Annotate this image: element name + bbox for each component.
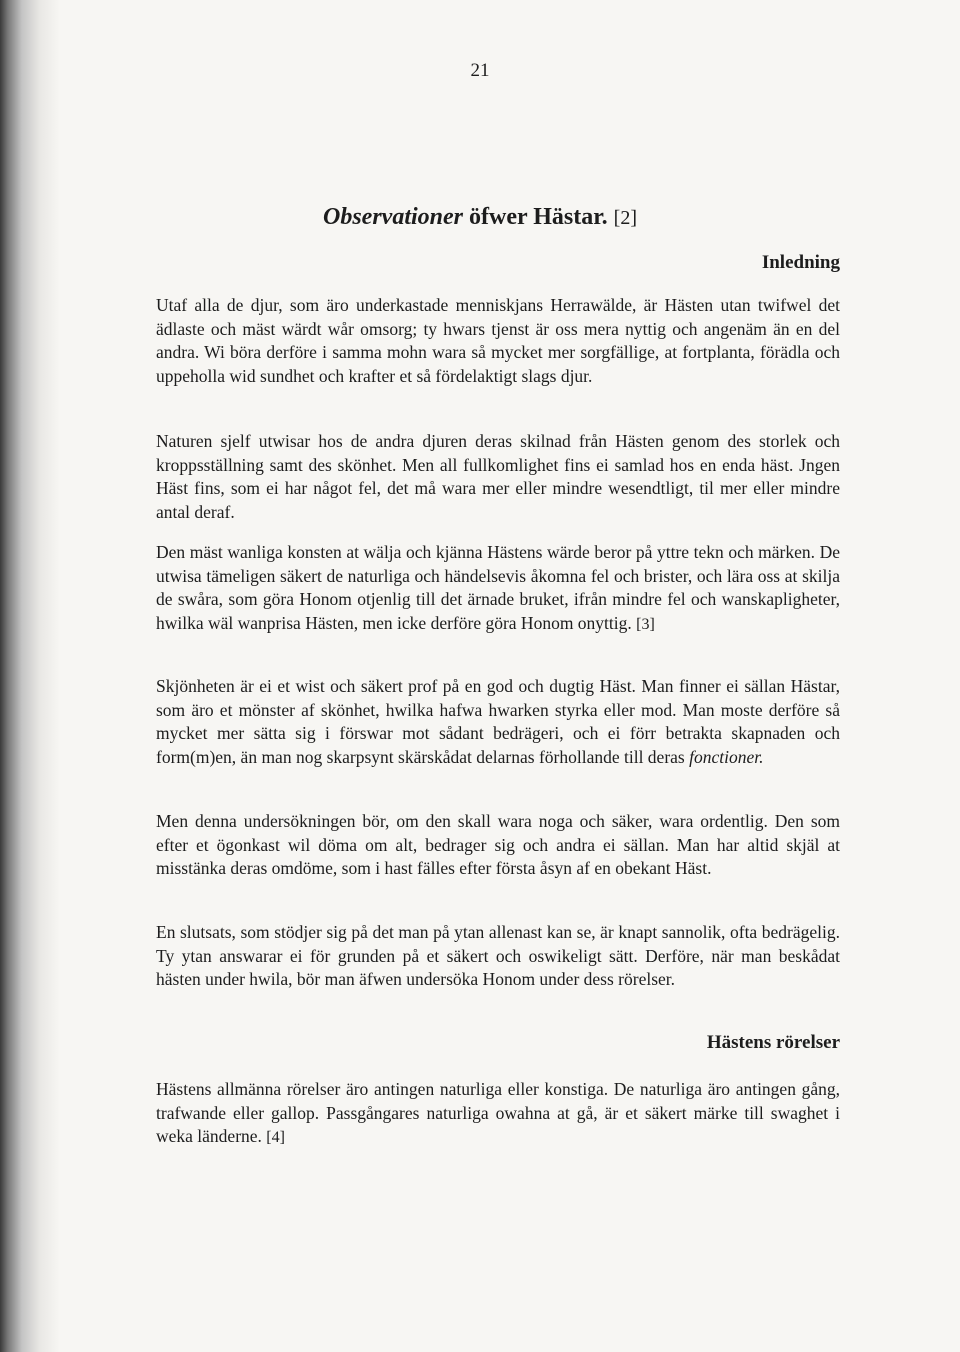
title-note: [2] [613,207,637,229]
heading-rorelser: Hästens rörelser [706,1032,840,1053]
paragraph-7-text: Hästens allmänna rörelser äro antingen naturliga eller konstiga. De naturliga äro antingen gång, trafwande eller gallop. Passgångares naturliga owahna at gå, är et säkert märke till swaghet i weka länderne. [156,1079,840,1146]
paragraph-6: En slutsats, som stödjer sig på det man på ytan allenast kan se, är knapt sannolik, ofta bedrägelig. Ty ytan answarar ei för grunden på et säkert och oswikeligt sätt. Derföre, när man beskådat hästen under hwila, bör man äfwen undersöka Honom under dess rörelser. [156,922,840,989]
paragraph-2: Naturen sjelf utwisar hos de andra djuren deras skilnad från Hästen genom des storlek och kroppsställning samt des skönhet. Men all fullkomlighet fins ei samlad hos en enda häst. Jngen Häst fins, som ei har något fel, det må wara mer eller mindre wesendtligt, til mer eller mindre antal deraf. [156,431,840,522]
paragraph-3-text: Den mäst wanliga konsten at wälja och kjänna Hästens wärde beror på yttre tekn och märken. De utwisa tämeligen säkert de naturliga och händelsevis åkomna fel och brister, och lära oss at skilja de swåra, som göra Honom otjenlig till det ärnade bruket, ifrån mindre fel och wanskapligheter, hwilka wäl wanprisa Hästen, men icke derföre göra Honom onyttig. [156,542,840,633]
paragraph-4-italic: fonctioner. [689,746,764,767]
paragraph-4 [156,675,840,769]
title-rest: öfwer Hästar. [463,204,608,230]
page-title [0,204,960,231]
title-italic: Observationer [323,204,463,230]
paragraph-7 [156,1078,840,1150]
paragraph-3 [156,541,840,636]
paragraph-7-note: [4] [266,1129,285,1146]
paragraph-5: Men denna undersökningen bör, om den skall wara noga och säker, wara ordentlig. Den som efter et ögonkast wil döma om alt, bedrager sig och andra ei sällan. Man har altid skjäl at misstänka deras omdöme, som i hast fälles efter första åsyn af en obekant Häst. [156,811,840,878]
paragraph-1: Utaf alla de djur, som äro underkastade menniskjans Herrawälde, är Hästen utan twifwel det ädlaste och mäst wärdt wår omsorg; ty hwars tjenst är oss mera nyttig och angenäm än en del andra. Wi böra derföre i samma mohn wara så mycket mer sorgfällige, at fortplanta, förädla och uppeholla wid sundhet och krafter et så fördelaktigt slags djur. [156,295,840,386]
paragraph-4-text: Skjönheten är ei et wist och säkert prof på en god och dugtig Häst. Man finner ei sällan Hästar, som äro et mönster af skönhet, hwilka hafwa hwarken styrka eller mod. Man moste derföre så mycket mer sätta sig i förswar mot sådant bedrägeri, och ei förr betrakta skapnaden och form(m)en, än man nog skarpsynt skärskådat delarnas förhollande till deras [156,676,840,767]
paragraph-3-note: [3] [636,615,655,633]
page-number: 21 [470,60,490,81]
heading-inledning: Inledning [761,252,840,273]
